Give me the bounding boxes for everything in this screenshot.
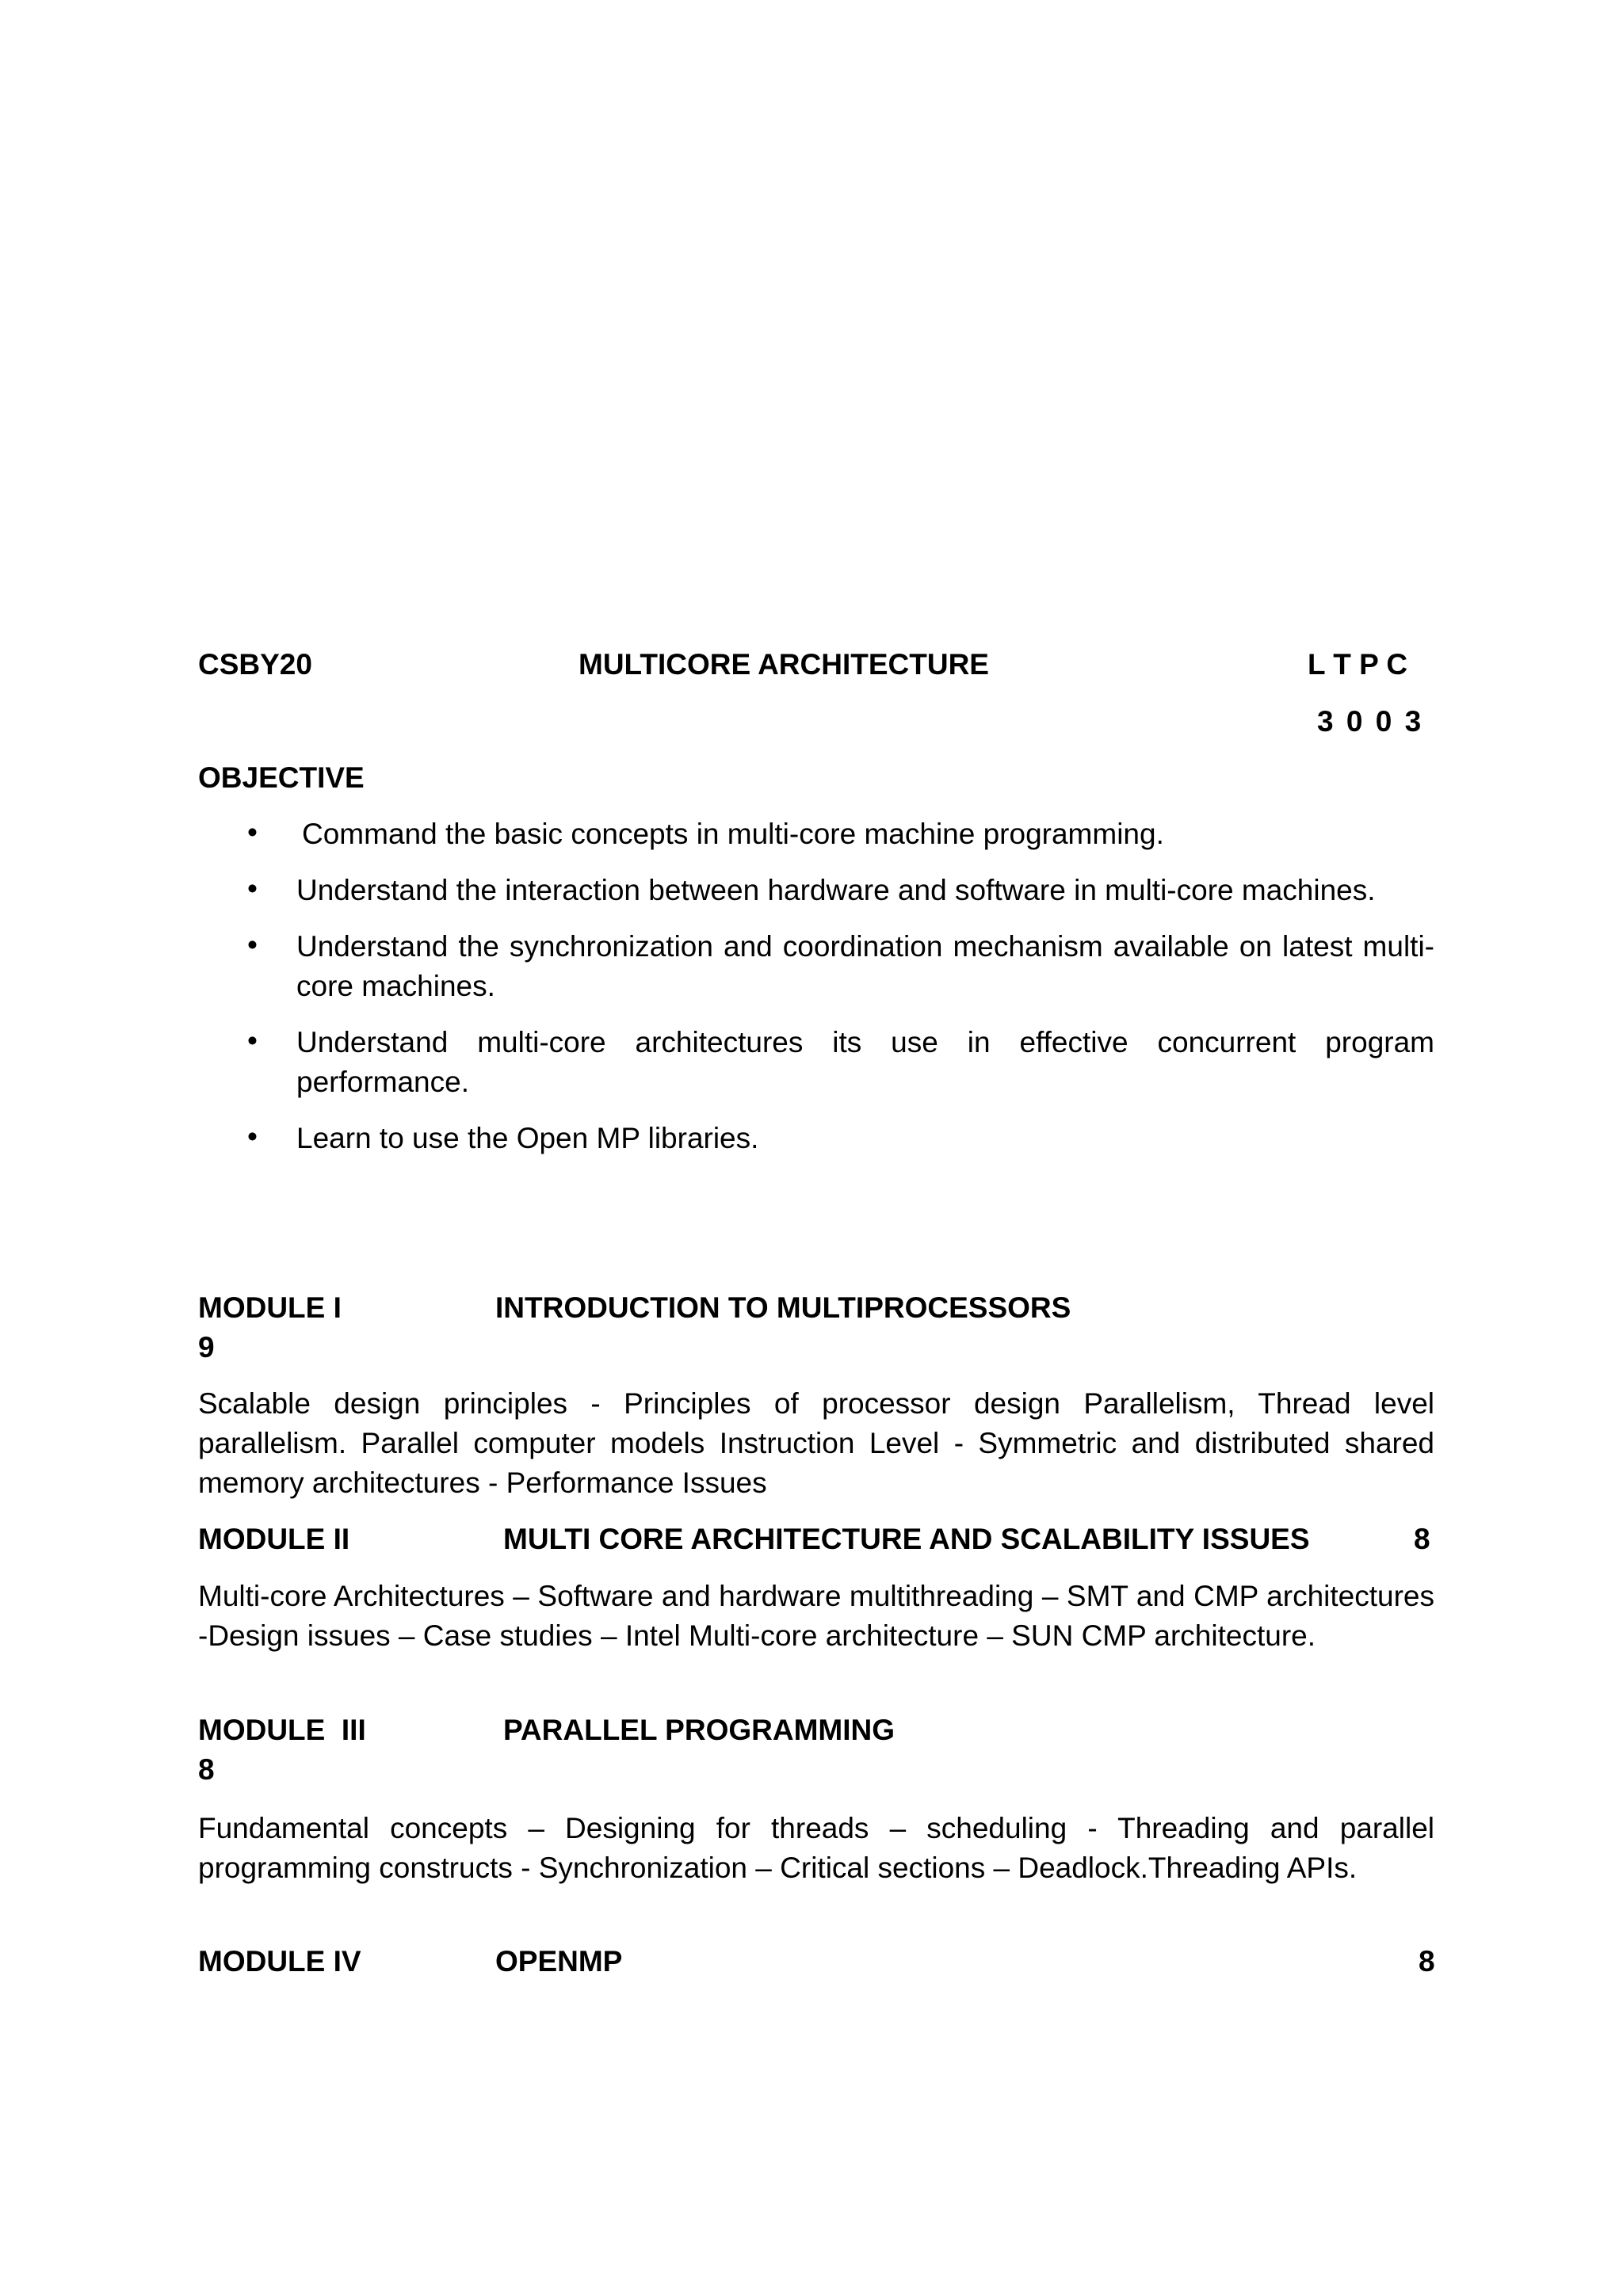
ltpc-label: L T P C — [1308, 648, 1408, 681]
bullet-icon: • — [247, 816, 258, 849]
module-hours: 8 — [1414, 1523, 1430, 1555]
module-title: OPENMP — [495, 1945, 623, 1978]
course-code: CSBY20 — [198, 648, 312, 681]
module-content: Fundamental concepts – Designing for threads – scheduling - Threading and parallel programming constructs - Synchronization – Critical sections – Deadlock.Threading APIs. — [198, 1812, 1434, 1884]
module-title: MULTI CORE ARCHITECTURE AND SCALABILITY ISSUES — [503, 1523, 1310, 1555]
module-hours: 9 — [198, 1331, 215, 1363]
module-label: MODULE IV — [198, 1945, 361, 1978]
ltpc-values: 3 0 0 3 — [1317, 705, 1422, 738]
bullet-icon: • — [247, 1024, 258, 1057]
module-label: MODULE I — [198, 1291, 342, 1324]
objective-item-text: Learn to use the Open MP libraries. — [296, 1122, 759, 1154]
module-label: MODULE II — [198, 1523, 350, 1555]
module-hours: 8 — [198, 1753, 215, 1786]
bullet-icon: • — [247, 929, 258, 961]
course-title: MULTICORE ARCHITECTURE — [579, 648, 989, 681]
module-content: Scalable design principles - Principles of processor design Parallelism, Thread level parallelism. Parallel computer models Instruction Level - Symmetric and distributed shared memory architectures - Performance Issues — [198, 1387, 1434, 1499]
objective-item-text: Understand the interaction between hardware and software in multi-core machines. — [296, 874, 1376, 906]
bullet-icon: • — [247, 872, 258, 905]
module-title: PARALLEL PROGRAMMING — [503, 1714, 896, 1746]
module-content: Multi-core Architectures – Software and hardware multithreading – SMT and CMP architectures -Design issues – Case studies – Intel Multi-core architecture – SUN CMP architecture. — [198, 1580, 1434, 1652]
bullet-icon: • — [247, 1120, 258, 1153]
module-title: INTRODUCTION TO MULTIPROCESSORS — [495, 1291, 1071, 1324]
objective-heading: OBJECTIVE — [198, 761, 365, 794]
objective-item-text: Understand the synchronization and coordination mechanism available on latest multi-core machines. — [296, 930, 1434, 1002]
objective-item-text: Understand multi-core architectures its use in effective concurrent program performance. — [296, 1026, 1434, 1098]
module-label: MODULE III — [198, 1714, 366, 1746]
objective-item-text: Command the basic concepts in multi-core machine programming. — [302, 818, 1164, 850]
module-hours: 8 — [1419, 1945, 1435, 1978]
